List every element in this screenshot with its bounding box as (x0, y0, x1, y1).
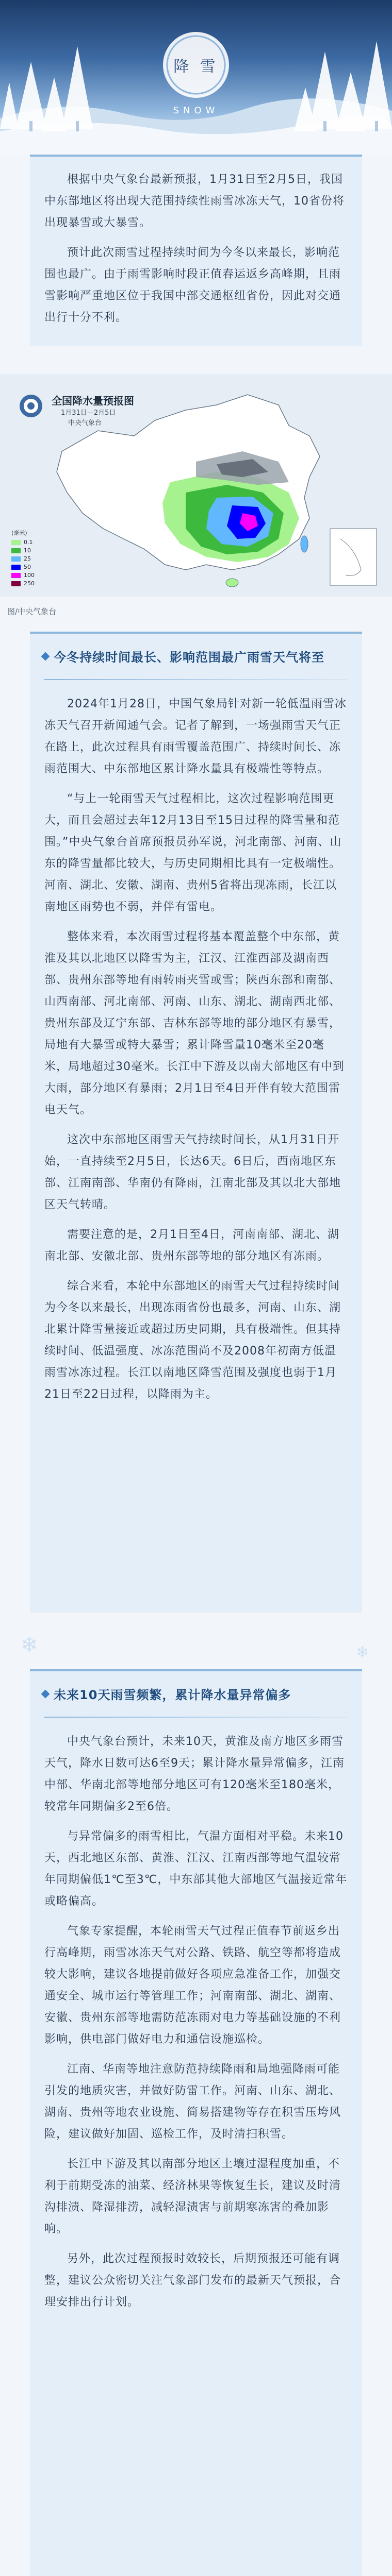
section1-paragraph-1: 2024年1月28日，中国气象局针对新一轮低温雨雪冰冻天气召开新闻通气会。记者了解到，一场强雨雪天气正在路上，此次过程具有雨雪覆盖范围广、持续时间长、冻雨范围大、中东部地区累计降水量具有极端性等特点。 (44, 698, 347, 775)
section2-paragraph-1: 中央气象台预计，未来10天，黄淮及南方地区多雨雪天气，降水日数可达6至9天；累计降水量异常偏多，江南中部、华南北部等地部分地区可有120毫米至180毫米，较常年同期偏多2至6倍。 (44, 1735, 345, 1813)
section1-paragraph-3: 整体来看，本次雨雪过程将基本覆盖整个中东部，黄淮及其以北地区以降雪为主，江汉、江淮西部及湖南西部、贵州东部等地有雨转雨夹雪或雪；陕西东部和南部、山西南部、河北南部、河南、山东、湖北、湖南西北部、贵州东部及辽宁东部、吉林东部等地的部分地区有暴雪，局地有大暴雪或特大暴雪；累计降雪量10毫米至20毫米，局地超过30毫米。长江中下游及以南大部地区有中到大雨，部分地区有暴雨；2月1日至4日开伴有较大范围雷电天气。 (44, 930, 345, 1116)
header-banner (0, 0, 392, 155)
legend-item (11, 547, 35, 554)
section2-paragraph-2: 与异常偏多的雨雪相比，气温方面相对平稳。未来10天，西北地区东部、黄淮、江汉、江南西部等地气温较常年同期偏低1℃至3℃，中东部其他大部地区气温接近常年或略偏高。 (44, 1830, 348, 1908)
intro-paragraph-1: 根据中央气象台最新预报，1月31日至2月5日，我国中东部地区将出现大范围持续性雨雪冰冻天气，10省份将出现暴雪或大暴雪。 (44, 173, 345, 229)
section1-divider (44, 679, 348, 680)
section2-paragraph-4: 江南、华南等地注意防范持续降雨和局地强降雨可能引发的地质灾害，并做好防雷工作。河南、山东、湖北、湖南、贵州等地农业设施、简易搭建物等存在积雪压垮风险，建议做好加固、巡检工作，及时清扫积雪。 (44, 2063, 341, 2141)
legend-swatch (11, 548, 21, 553)
legend-label: 10 (24, 547, 31, 554)
legend-swatch (11, 556, 21, 562)
legend-label: 100 (24, 572, 35, 579)
intro-block (30, 155, 362, 346)
map-legend (11, 529, 35, 588)
legend-swatch (11, 573, 21, 578)
legend-item (11, 555, 35, 562)
intro-paragraph-2: 预计此次雨雪过程持续时间为今冬以来最长，影响范围也最广。由于雨雪影响时段正值春运返乡高峰期，且雨雪影响严重地区位于我国中部交通枢纽省份，因此对交通出行十分不利。 (44, 246, 341, 324)
section1-paragraph-2: “与上一轮雨雪天气过程相比，这次过程影响范围更大，而且会超过去年12月13日至15日过程的降雪量和范围。”中央气象台首席预报员孙军说，河北南部、河南、山东的降雪量都比较大，与历史同期相比具有一定极端性。河南、湖北、安徽、湖南、贵州5省将出现冻雨，长江以南地区雨势也不弱，并伴有雷电。 (44, 792, 342, 913)
legend-unit: (毫米) (11, 530, 27, 536)
section1-paragraph-6: 综合来看，本轮中东部地区的雨雪天气过程持续时间为今冬以来最长，出现冻雨省份也最多，河南、山东、湖北累计降雪量接近或超过历史同期，具有极端性。但其持续时间、低温强度、冰冻范围尚不及2008年初南方低温雨雪冰冻过程。长江以南地区降雪范围及强度也弱于1月21日至22日过程，以降雨为主。 (44, 1280, 341, 1401)
section2-paragraph-5: 长江中下游及其以南部分地区土壤过湿程度加重，不利于前期受冻的油菜、经济林果等恢复生长，建议及时清沟排渍、降湿排涝，减轻湿渍害与前期寒冻害的叠加影响。 (44, 2158, 341, 2235)
header-subtitle: SNOW (173, 105, 219, 116)
header-badge (163, 32, 229, 98)
map-issuer: 中央气象台 (68, 419, 102, 427)
legend-items (11, 539, 35, 587)
snowflake-icon: ❄ (21, 1633, 38, 1657)
legend-swatch (11, 565, 21, 570)
legend-label: 50 (24, 564, 31, 570)
legend-item (11, 564, 35, 570)
legend-swatch (11, 540, 21, 545)
snowflake-icon: ❄ (356, 1643, 369, 1662)
section1-paragraph-4: 这次中东部地区雨雪天气持续时间长，从1月31日开始，一直持续至2月5日，长达6天。6日后，西南地区东部、江南南部、华南仍有降雨，江南北部及其以北大部地区天气转晴。 (44, 1133, 341, 1211)
section1-block (30, 632, 362, 1613)
map-date-range: 1月31日—2月5日 (61, 409, 116, 417)
section2-divider (44, 1717, 348, 1718)
section1-title: 今冬持续时间最长、影响范围最广雨雪天气将至 (30, 647, 362, 668)
legend-item (11, 539, 35, 546)
legend-label: 25 (24, 555, 31, 562)
section2-title: 未来10天雨雪频繁，累计降水量异常偏多 (30, 1685, 362, 1705)
map-caption: 图/中央气象台 (7, 607, 57, 616)
legend-swatch (11, 581, 21, 586)
precipitation-forecast-map (0, 374, 392, 597)
map-title: 全国降水量预报图 (52, 395, 134, 407)
section2-block (30, 1669, 362, 2576)
section2-paragraph-6: 另外，此次过程预报时效较长，后期预报还可能有调整，建议公众密切关注气象部门发布的最新天气预报，合理安排出行计划。 (44, 2252, 341, 2309)
section1-paragraph-5: 需要注意的是，2月1日至4日，河南南部、湖北、湖南北部、安徽北部、贵州东部等地的部分地区有冻雨。 (44, 1228, 339, 1263)
legend-label: 0.1 (24, 539, 33, 546)
legend-item (11, 580, 35, 587)
section2-paragraph-3: 气象专家提醒，本轮雨雪天气过程正值春节前返乡出行高峰期，雨雪冰冻天气对公路、铁路、航空等都将造成较大影响，建议各地提前做好各项应急准备工作，加强交通安全、城市运行等管理工作；河南南部、湖北、湖南、安徽、贵州东部等地需防范冻雨对电力等基础设施的不利影响，供电部门做好电力和通信设施巡检。 (44, 1925, 341, 2046)
legend-label: 250 (24, 580, 35, 587)
header-badge-text: 降 雪 (173, 58, 219, 76)
legend-item (11, 572, 35, 579)
